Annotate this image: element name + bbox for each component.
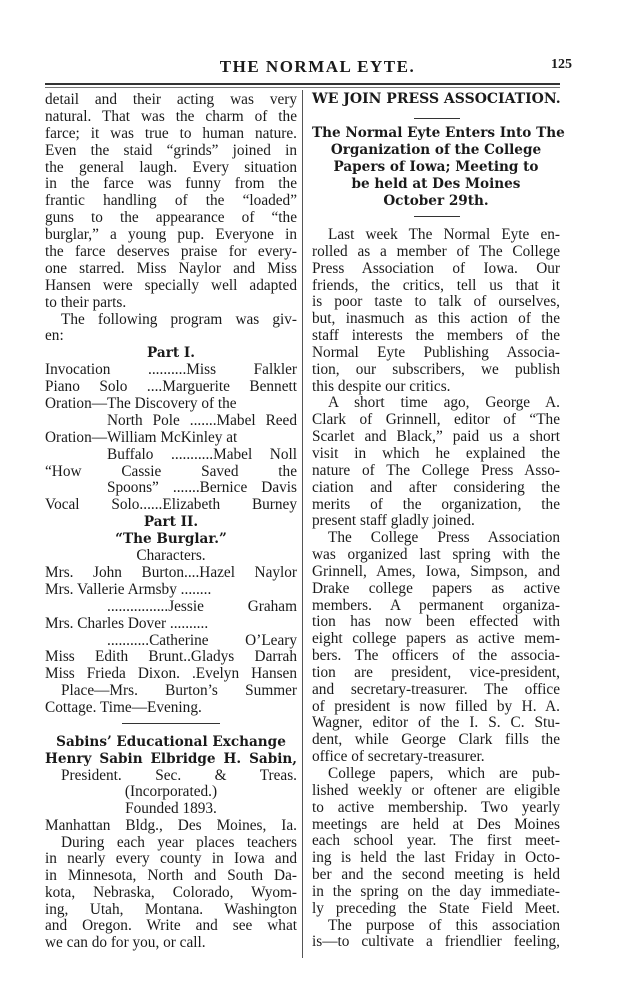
text-line: meetings are held at Des Moines xyxy=(312,815,560,833)
text-line: nature of The College Press Asso- xyxy=(312,461,560,479)
text-line: detail and their acting was very xyxy=(45,91,297,108)
text-line: ly preceding the State Field Meet. xyxy=(312,899,560,917)
text-line: Place—Mrs. Burton’s Summer xyxy=(61,682,297,700)
text-line: Piano Solo ....Marguerite Bennett xyxy=(45,378,297,396)
text-line: each school year. The first meet- xyxy=(312,832,560,850)
text-line: bers. The officers of the associa- xyxy=(312,647,560,665)
text-line: dent, while George Clark fills the xyxy=(312,731,560,749)
text-line: and secretary-treasurer. The office xyxy=(312,680,560,698)
text-line: frantic handling of the “loaded” xyxy=(45,192,297,210)
subheadline-line: Organization of the College xyxy=(330,142,542,158)
text-line: is—to cultivate a friendlier feeling, xyxy=(312,933,560,951)
text-line: Scarlet and Black,” paid us a short xyxy=(312,428,560,446)
column-divider xyxy=(302,90,303,958)
ad-line: President. Sec. & Treas. xyxy=(61,766,297,784)
text-line: ciation and after considering the xyxy=(312,478,560,496)
text-line: ber and the second meeting is held xyxy=(312,866,560,884)
text-line: one starred. Miss Naylor and Miss xyxy=(45,259,297,277)
text-line: Grinnell, Ames, Iowa, Simpson, and xyxy=(312,562,560,580)
text-line: Part I. xyxy=(147,345,195,362)
text-line: Normal Eyte Publishing Associa- xyxy=(312,343,560,361)
text-line: burglar,” a young pup. Everyone in xyxy=(45,226,297,244)
sabins-advertisement xyxy=(45,734,297,952)
text-line: Oration—William McKinley at xyxy=(45,428,238,446)
text-line: office of secretary-treasurer. xyxy=(312,748,485,766)
ad-line: we can do for you, or call. xyxy=(45,934,206,951)
text-line: Vocal Solo......Elizabeth Burney xyxy=(45,496,297,514)
text-line: “The Burglar.” xyxy=(115,531,227,548)
page-number: 125 xyxy=(551,57,572,72)
ad-line: Founded 1893. xyxy=(125,800,217,817)
text-line: The purpose of this association xyxy=(328,916,560,934)
ad-line: Henry Sabin Elbridge H. Sabin, xyxy=(45,750,297,767)
text-line: Part II. xyxy=(143,514,199,531)
ad-line: Sabins’ Educational Exchange xyxy=(56,734,286,750)
ad-line: in nearly every county in Iowa and xyxy=(45,850,297,868)
text-line: Characters. xyxy=(136,547,206,565)
text-line: in the farce was funny from the xyxy=(45,175,297,193)
text-line: in the spring on the day immediate- xyxy=(312,882,560,900)
text-line: ................Jessie Graham xyxy=(107,597,297,615)
text-line: Mrs. John Burton....Hazel Naylor xyxy=(45,563,297,581)
text-line: tion are president, vice-president, xyxy=(312,663,560,681)
text-line: Mrs. Vallerie Armsby ........ xyxy=(45,580,212,598)
running-header-title: THE NORMAL EYTE. xyxy=(219,57,416,76)
text-line: Clark of Grinnell, editor of “The xyxy=(312,411,560,429)
ad-line: (Incorporated.) xyxy=(124,783,218,801)
text-line: members. A permanent organiza- xyxy=(312,596,560,614)
text-line: Miss Frieda Dixon. .Evelyn Hansen xyxy=(45,665,297,683)
left-column-article xyxy=(45,92,297,717)
text-line: to active membership. Two yearly xyxy=(312,798,560,816)
text-line: friends, the critics, tell us that it xyxy=(312,276,560,294)
article-headline xyxy=(312,91,560,108)
text-line: The following program was giv- xyxy=(61,310,297,328)
text-line: North Pole .......Mabel Reed xyxy=(107,411,297,429)
text-line: Cottage. Time—Evening. xyxy=(45,699,202,717)
ad-line: and Oregon. Write and see what xyxy=(45,917,297,935)
subhead-divider xyxy=(414,216,460,217)
text-line: lished weekly or oftener are eligible xyxy=(312,781,560,799)
text-line: eight college papers as active mem- xyxy=(312,630,560,648)
text-line: present staff gladly joined. xyxy=(312,512,475,530)
text-line: tion, our subscribers, we publish xyxy=(312,360,560,378)
ad-line: During each year places teachers xyxy=(61,833,297,851)
subheadline-line: October 29th. xyxy=(383,193,489,209)
text-line: was organized last spring with the xyxy=(312,546,560,564)
text-line: A short time ago, George A. xyxy=(328,394,560,412)
text-line: Invocation ..........Miss Falkler xyxy=(45,361,297,379)
text-line: en: xyxy=(45,327,64,345)
text-line: Hansen were specially well adapted xyxy=(45,276,297,294)
text-line: ing is held the last Friday in Octo- xyxy=(312,849,560,867)
right-column-article xyxy=(312,227,560,951)
text-line: Press Association of Iowa. Our xyxy=(312,259,560,277)
text-line: guns to the appearance of “the xyxy=(45,209,297,227)
text-line: visit in which he explained the xyxy=(312,444,560,462)
text-line: merits of the organization, the xyxy=(312,495,560,513)
headline-text: WE JOIN PRESS ASSOCIATION. xyxy=(312,91,561,107)
ad-line: Manhattan Bldg., Des Moines, Ia. xyxy=(45,816,297,834)
text-line: staff interests the members of the xyxy=(312,327,560,345)
text-line: “How Cassie Saved the xyxy=(45,462,297,480)
text-line: rolled as a member of The College xyxy=(312,242,560,260)
ad-line: in Minnesota, North and South Da- xyxy=(45,867,297,884)
text-line: Drake college papers as active xyxy=(312,579,560,597)
text-line: Buffalo ...........Mabel Noll xyxy=(107,445,297,463)
text-line: the general laugh. Every situation xyxy=(45,158,297,176)
text-line: Miss Edith Brunt..Gladys Darrah xyxy=(45,648,297,666)
text-line: Spoons” .......Bernice Davis xyxy=(107,479,297,497)
text-line: farce; it was true to human nature. xyxy=(45,124,297,142)
subheadline-line: Papers of Iowa; Meeting to xyxy=(333,159,539,175)
subheadline-line: The Normal Eyte Enters Into The xyxy=(312,125,565,141)
text-line: is poor taste to talk of ourselves, xyxy=(312,293,560,311)
text-line: of president is now filled by H. A. xyxy=(312,697,560,715)
text-line: College papers, which are pub- xyxy=(328,765,560,782)
text-line: Mrs. Charles Dover .......... xyxy=(45,614,209,632)
text-line: Oration—The Discovery of the xyxy=(45,395,237,413)
text-line: The College Press Association xyxy=(328,529,560,547)
text-line: tion has now been effected with xyxy=(312,613,560,631)
text-line: Last week The Normal Eyte en- xyxy=(328,226,560,243)
header-rule xyxy=(45,83,560,88)
text-line: this despite our critics. xyxy=(312,377,451,395)
section-divider xyxy=(122,723,220,724)
text-line: but, inasmuch as this action of the xyxy=(312,310,560,328)
text-line: the farce deserves praise for every- xyxy=(45,243,297,261)
text-line: ...........Catherine O’Leary xyxy=(107,631,297,649)
text-line: natural. That was the charm of the xyxy=(45,107,297,125)
subheadline-line: be held at Des Moines xyxy=(351,176,521,192)
article-subheadline xyxy=(312,125,565,210)
ad-line: ing, Utah, Montana. Washington xyxy=(45,900,297,918)
text-line: Even the staid “grinds” joined in xyxy=(45,141,297,159)
text-line: Wagner, editor of the I. S. C. Stu- xyxy=(312,714,560,732)
headline-divider xyxy=(414,118,460,119)
text-line: to their parts. xyxy=(45,293,127,311)
ad-line: kota, Nebraska, Colorado, Wyom- xyxy=(45,883,297,901)
